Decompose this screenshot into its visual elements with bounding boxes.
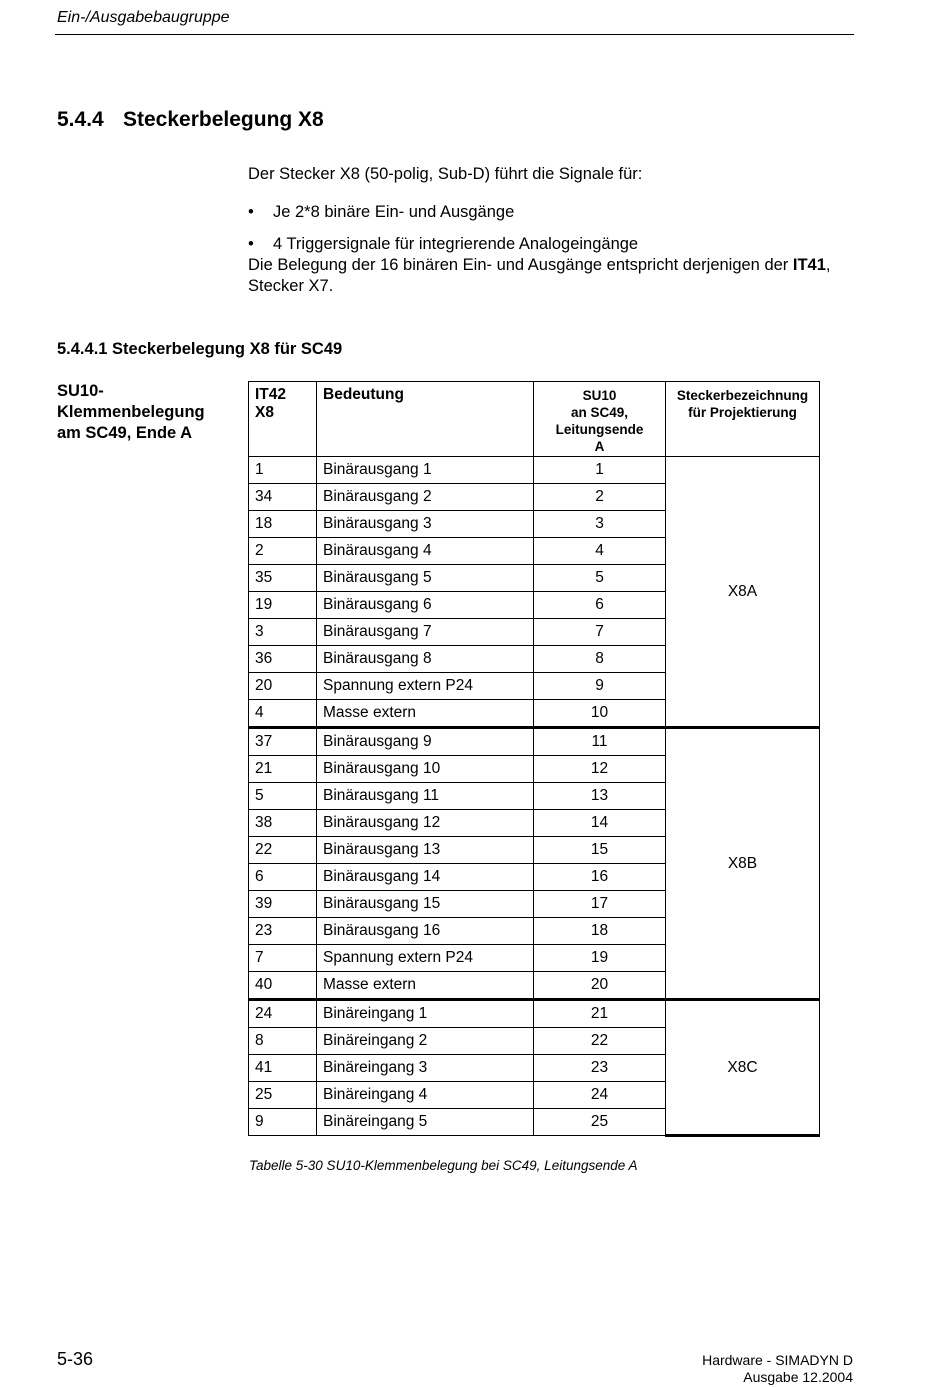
pin-cell: 37	[249, 728, 317, 756]
header-it42-x8	[249, 382, 317, 457]
pin-cell: 39	[249, 891, 317, 918]
su10-cell: 12	[534, 756, 666, 783]
pin-cell: 7	[249, 945, 317, 972]
meaning-cell: Masse extern	[317, 972, 534, 1000]
intro-lead: Der Stecker X8 (50-polig, Sub-D) führt die Signale für:	[248, 165, 643, 183]
header-line: SU10	[582, 388, 617, 403]
su10-cell: 13	[534, 783, 666, 810]
section-title	[57, 108, 324, 132]
meaning-cell: Spannung extern P24	[317, 945, 534, 972]
footer-edition: Ausgabe 12.2004	[743, 1369, 853, 1385]
su10-cell: 14	[534, 810, 666, 837]
pin-cell: 40	[249, 972, 317, 1000]
su10-cell: 22	[534, 1028, 666, 1055]
header-line: an SC49,	[570, 405, 629, 420]
connector-cell: X8B	[666, 728, 820, 1000]
su10-cell: 5	[534, 565, 666, 592]
pin-cell: 23	[249, 918, 317, 945]
meaning-cell: Binärausgang 9	[317, 728, 534, 756]
pin-cell: 38	[249, 810, 317, 837]
meaning-cell: Binärausgang 12	[317, 810, 534, 837]
connector-cell: X8A	[666, 457, 820, 728]
pin-cell: 1	[249, 457, 317, 484]
meaning-cell: Spannung extern P24	[317, 673, 534, 700]
pin-cell: 25	[249, 1082, 317, 1109]
pin-cell: 20	[249, 673, 317, 700]
meaning-cell: Binärausgang 3	[317, 511, 534, 538]
pin-cell: 3	[249, 619, 317, 646]
header-line: IT42	[255, 386, 287, 403]
intro-note-bold: IT41	[792, 256, 826, 274]
header-bedeutung: Bedeutung	[317, 382, 534, 457]
bullet-icon: •	[248, 203, 254, 221]
pin-cell: 35	[249, 565, 317, 592]
table-row	[249, 1000, 820, 1028]
su10-cell: 19	[534, 945, 666, 972]
meaning-cell: Binärausgang 4	[317, 538, 534, 565]
header-su10	[534, 382, 666, 457]
meaning-cell: Binärausgang 2	[317, 484, 534, 511]
header-line: Leitungsende	[555, 422, 644, 437]
pin-cell: 24	[249, 1000, 317, 1028]
table-body	[249, 457, 820, 1136]
side-label-line: Klemmenbelegung	[57, 403, 205, 421]
pin-cell: 6	[249, 864, 317, 891]
meaning-cell: Binärausgang 14	[317, 864, 534, 891]
pin-cell: 21	[249, 756, 317, 783]
intro-note	[248, 255, 848, 297]
intro-note-text: Die Belegung der 16 binären Ein- und Ausgänge entspricht derjenigen der	[248, 256, 793, 274]
table-header-row	[249, 382, 820, 457]
section-title-text: Steckerbelegung X8	[123, 108, 324, 131]
meaning-cell: Binäreingang 5	[317, 1109, 534, 1136]
su10-cell: 16	[534, 864, 666, 891]
bullet-text: 4 Triggersignale für integrierende Analogeingänge	[273, 235, 639, 253]
su10-cell: 21	[534, 1000, 666, 1028]
meaning-cell: Binäreingang 3	[317, 1055, 534, 1082]
pin-cell: 19	[249, 592, 317, 619]
pin-cell: 9	[249, 1109, 317, 1136]
pin-cell: 34	[249, 484, 317, 511]
intro-text	[248, 164, 848, 297]
meaning-cell: Binärausgang 5	[317, 565, 534, 592]
subsection-title: 5.4.4.1 Steckerbelegung X8 für SC49	[57, 340, 343, 358]
meaning-cell: Binärausgang 1	[317, 457, 534, 484]
footer-info	[702, 1352, 853, 1386]
meaning-cell: Binäreingang 4	[317, 1082, 534, 1109]
su10-cell: 9	[534, 673, 666, 700]
pin-cell: 8	[249, 1028, 317, 1055]
table-row	[249, 728, 820, 756]
list-item	[248, 202, 848, 223]
pin-assignment-table	[248, 381, 820, 1137]
su10-cell: 10	[534, 700, 666, 728]
meaning-cell: Binärausgang 10	[317, 756, 534, 783]
header-steckerbezeichnung	[666, 382, 820, 457]
su10-cell: 15	[534, 837, 666, 864]
section-number: 5.4.4	[57, 108, 104, 131]
su10-cell: 17	[534, 891, 666, 918]
meaning-cell: Binäreingang 1	[317, 1000, 534, 1028]
su10-cell: 4	[534, 538, 666, 565]
header-line: X8	[255, 404, 274, 421]
meaning-cell: Binärausgang 6	[317, 592, 534, 619]
table-caption: Tabelle 5-30 SU10-Klemmenbelegung bei SC49, Leitungsende A	[249, 1158, 638, 1173]
header-line: Steckerbezeichnung	[676, 388, 809, 403]
su10-cell: 8	[534, 646, 666, 673]
su10-cell: 1	[534, 457, 666, 484]
pin-cell: 4	[249, 700, 317, 728]
header-line: für Projektierung	[688, 405, 797, 420]
su10-cell: 11	[534, 728, 666, 756]
meaning-cell: Binärausgang 15	[317, 891, 534, 918]
side-label	[57, 381, 237, 444]
su10-cell: 3	[534, 511, 666, 538]
su10-cell: 23	[534, 1055, 666, 1082]
bullet-text: Je 2*8 binäre Ein- und Ausgänge	[273, 203, 515, 221]
su10-cell: 7	[534, 619, 666, 646]
su10-cell: 24	[534, 1082, 666, 1109]
meaning-cell: Binäreingang 2	[317, 1028, 534, 1055]
page-number: 5-36	[57, 1349, 94, 1369]
meaning-cell: Binärausgang 16	[317, 918, 534, 945]
su10-cell: 25	[534, 1109, 666, 1136]
list-item	[248, 234, 848, 255]
meaning-cell: Binärausgang 8	[317, 646, 534, 673]
pin-cell: 2	[249, 538, 317, 565]
header-rule	[55, 34, 854, 35]
pin-cell: 36	[249, 646, 317, 673]
footer-product: Hardware - SIMADYN D	[702, 1352, 853, 1368]
meaning-cell: Binärausgang 11	[317, 783, 534, 810]
meaning-cell: Binärausgang 7	[317, 619, 534, 646]
side-label-line: am SC49, Ende A	[57, 424, 193, 442]
su10-cell: 2	[534, 484, 666, 511]
meaning-cell: Binärausgang 13	[317, 837, 534, 864]
table-row	[249, 457, 820, 484]
pin-cell: 41	[249, 1055, 317, 1082]
running-header: Ein-/Ausgabebaugruppe	[57, 9, 230, 26]
meaning-cell: Masse extern	[317, 700, 534, 728]
pin-cell: 5	[249, 783, 317, 810]
su10-cell: 6	[534, 592, 666, 619]
intro-note-end: , Stecker X7.	[248, 256, 831, 295]
pin-cell: 18	[249, 511, 317, 538]
side-label-line: SU10-	[57, 382, 104, 400]
su10-cell: 18	[534, 918, 666, 945]
bullet-icon: •	[248, 235, 254, 253]
pin-cell: 22	[249, 837, 317, 864]
su10-cell: 20	[534, 972, 666, 1000]
header-line: A	[594, 439, 605, 454]
connector-cell: X8C	[666, 1000, 820, 1136]
